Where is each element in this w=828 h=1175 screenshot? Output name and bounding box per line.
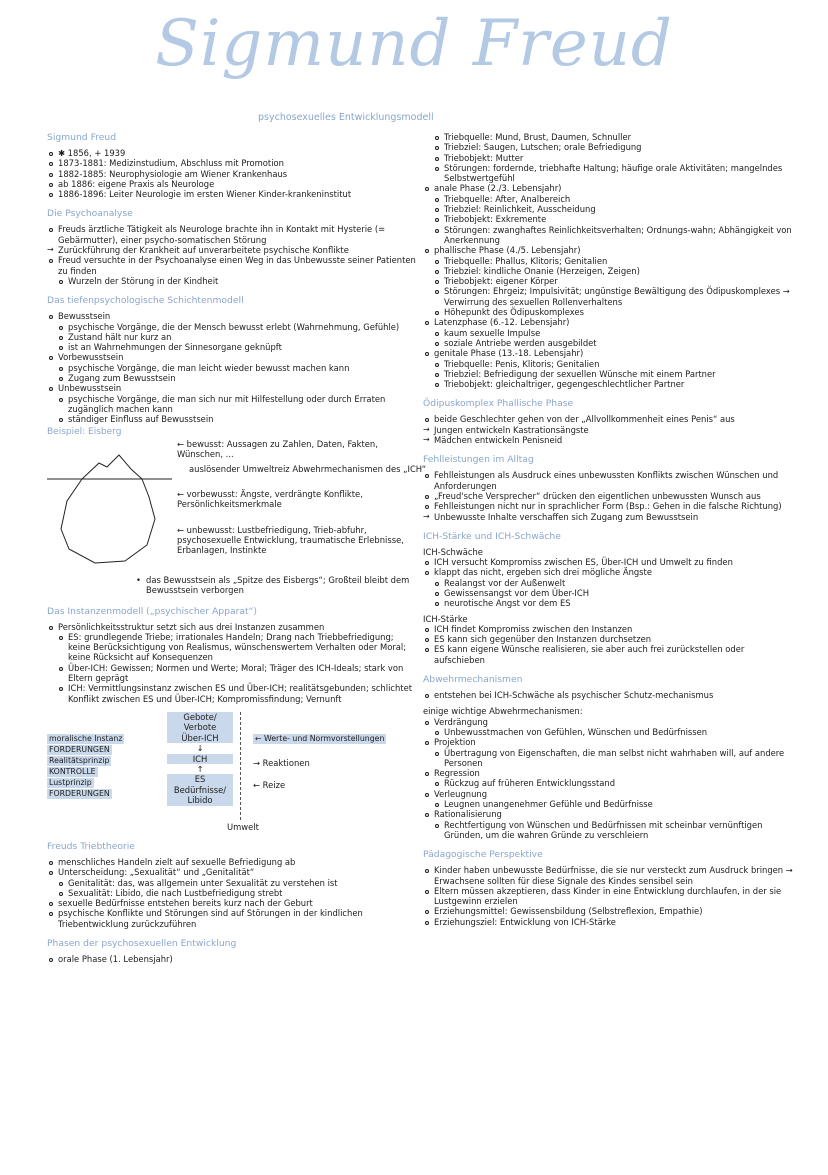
list-item: Über-ICH: Gewissen; Normen und Werte; Moral; Träger des ICH-Ideals; stark von Eltern geprägt xyxy=(57,663,417,684)
list-item: Eltern müssen akzeptieren, dass Kinder in eine Entwicklung durchlaufen, in der sie Lustgewinn erzielen xyxy=(423,886,793,907)
stack-ueberich: Über-ICH xyxy=(167,733,233,743)
diagram-label-moral: moralische Instanz xyxy=(49,733,123,743)
list-item: ICH versucht Kompromiss zwischen ES, Über-ICH und Umwelt zu finden xyxy=(423,557,793,567)
page-subtitle: psychosexuelles Entwicklungsmodell xyxy=(258,112,434,123)
list-item: Genitalität: das, was allgemein unter Sexualität zu verstehen ist xyxy=(57,878,417,888)
section-heading-fehlleistungen: Fehlleistungen im Alltag xyxy=(423,454,534,466)
ich-staerke-label: ICH-Stärke xyxy=(423,613,468,624)
section-heading-trieb: Freuds Triebtheorie xyxy=(47,840,135,852)
list-item: Freud versuchte in der Psychoanalyse einen Weg in das Unbewusste seiner Patienten zu finden xyxy=(47,255,417,276)
list-item: Regression xyxy=(423,768,793,778)
iceberg-unbewusst-note: ← unbewusst: Lustbefriedigung, Trieb-abfuhr, psychosexuelle Entwicklung, traumatische Erlebnisse, Erbanlagen, Instinkte xyxy=(177,524,404,556)
list-item: menschliches Handeln zielt auf sexuelle Befriedigung ab xyxy=(47,857,417,867)
diagram-reize: ← Reize xyxy=(253,779,286,790)
instanzen-diagram xyxy=(47,712,417,832)
list-item: ständiger Einfluss auf Bewusstsein xyxy=(57,414,417,424)
abwehr-intro: einige wichtige Abwehrmechanismen: xyxy=(423,706,583,717)
section-heading-bio: Sigmund Freud xyxy=(47,132,117,143)
list-item: Verleugnung xyxy=(423,789,793,799)
stack-es: ES xyxy=(167,774,233,784)
list-item: phallische Phase (4./5. Lebensjahr) xyxy=(423,245,793,255)
list-item: Freuds ärztliche Tätigkeit als Neurologe brachte ihn in Kontakt mit Hysterie (= Gebärmutter), einer psycho-somatischen Störung xyxy=(47,224,417,245)
list-item: Störungen: Ehrgeiz; Impulsivität; ungünstige Bewältigung des Ödipuskomplexes → Verwirrung des sexuellen Rollenverhaltens xyxy=(433,286,793,307)
stack-verbote: Verbote xyxy=(167,722,233,732)
instanzen-stack xyxy=(167,712,233,806)
phasen-list xyxy=(47,954,417,964)
list-item: Verdrängung xyxy=(423,717,793,727)
section-heading-ich-staerke: ICH-Stärke und ICH-Schwäche xyxy=(423,530,561,542)
list-item: Fehlleistungen nicht nur in sprachlicher Form (Bsp.: Gehen in die falsche Richtung) xyxy=(423,501,793,511)
list-item: neurotische Angst vor dem ES xyxy=(433,598,793,608)
list-item: Erziehungsmittel: Gewissensbildung (Selbstreflexion, Empathie) xyxy=(423,906,793,916)
stack-beduerfnisse: Bedürfnisse/ xyxy=(167,785,233,795)
list-item: „Freud'sche Versprecher“ drücken den eigentlichen unbewussten Wunsch aus xyxy=(423,491,793,501)
paed-list xyxy=(423,865,793,927)
list-item: ab 1886: eigene Praxis als Neurologe xyxy=(47,179,417,189)
list-item: ICH: Vermittlungsinstanz zwischen ES und Über-ICH; realitätsgebunden; schlichtet Konflikt zwischen ES und Über-ICH; Kompromissfindung; Vernunft xyxy=(57,683,417,704)
list-item: Triebobjekt: gleichaltriger, gegengeschlechtlicher Partner xyxy=(433,379,793,389)
list-item: klappt das nicht, ergeben sich drei mögliche Ängste xyxy=(423,567,793,577)
list-item: soziale Antriebe werden ausgebildet xyxy=(433,338,793,348)
list-item: psychische Konflikte und Störungen sind auf Störungen in der kindlichen Triebentwicklung zurückzuführen xyxy=(47,908,417,929)
diagram-label-realitaet: Realitätsprinzip xyxy=(49,755,110,765)
list-item: Gewissensangst vor dem Über-ICH xyxy=(433,588,793,598)
section-heading-schichten: Das tiefenpsychologische Schichtenmodell xyxy=(47,295,244,307)
oral-list xyxy=(423,132,793,389)
list-item: Triebquelle: Penis, Klitoris; Genitalien xyxy=(433,359,793,369)
list-item: Triebquelle: Mund, Brust, Daumen, Schnuller xyxy=(433,132,793,142)
arrow-down-icon: ↓ xyxy=(196,743,204,754)
section-heading-oedipus: Ödipuskomplex Phallische Phase xyxy=(423,398,574,410)
list-item: ES kann eigene Wünsche realisieren, sie aber auch frei zurückstellen oder aufschieben xyxy=(423,644,793,665)
list-item: ✱ 1856, + 1939 xyxy=(47,148,417,158)
abwehr-mechanisms xyxy=(423,717,793,841)
psychoanalyse-list xyxy=(47,224,417,286)
diagram-label-forderungen-2: FORDERUNGEN xyxy=(49,788,110,798)
list-item: Wurzeln der Störung in der Kindheit xyxy=(57,276,417,286)
list-item: → Zurückführung der Krankheit auf unverarbeitete psychische Konflikte xyxy=(47,245,417,255)
iceberg-vorbewusst-note: ← vorbewusst: Ängste, verdrängte Konflikte, Persönlichkeitsmerkmale xyxy=(177,488,363,509)
right-column xyxy=(423,132,793,927)
list-item: Triebobjekt: Exkremente xyxy=(433,214,793,224)
list-item: Vorbewusstsein xyxy=(47,352,417,362)
list-item: ES: grundlegende Triebe; irrationales Handeln; Drang nach Triebbefriedigung; keine Berücksichtigung von Realismus, wünschenswertem Verhalten oder Moral; keine Rücksicht auf Konsequenzen xyxy=(57,632,417,663)
list-item: ES kann sich gegenüber den Instanzen durchsetzen xyxy=(423,634,793,644)
trieb-list xyxy=(47,857,417,929)
section-heading-instanzen: Das Instanzenmodell („psychischer Apparat“) xyxy=(47,605,257,617)
list-item: Störungen: fordernde, triebhafte Haltung; häufige orale Aktivitäten; mangelndes Selbstwertgefühl xyxy=(433,163,793,184)
list-item: 1873-1881: Medizinstudium, Abschluss mit Promotion xyxy=(47,158,417,168)
section-heading-paedagogik: Pädagogische Perspektive xyxy=(423,849,543,861)
diagram-label-lust: Lustprinzip xyxy=(49,777,92,787)
list-item: Höhepunkt des Ödipuskomplexes xyxy=(433,307,793,317)
list-item: Latenzphase (6.-12. Lebensjahr) xyxy=(423,317,793,327)
instanzen-list xyxy=(47,622,417,704)
list-item: kaum sexuelle Impulse xyxy=(433,328,793,338)
list-item: entstehen bei ICH-Schwäche als psychischer Schutz-mechanismus xyxy=(423,690,793,700)
list-item: → Unbewusste Inhalte verschaffen sich Zugang zum Bewusstsein xyxy=(423,512,793,522)
stack-gebote: Gebote/ xyxy=(167,712,233,722)
schichten-list xyxy=(47,311,417,424)
section-heading-abwehr: Abwehrmechanismen xyxy=(423,674,523,686)
section-heading-psychoanalyse: Die Psychoanalyse xyxy=(47,208,133,220)
arrow-up-icon: ↑ xyxy=(196,763,204,774)
list-item: Unterscheidung: „Sexualität“ und „Genitalität“ xyxy=(47,867,417,877)
list-item: beide Geschlechter gehen von der „Allvollkommenheit eines Penis“ aus xyxy=(423,414,793,424)
list-item: Störungen: zwanghaftes Reinlichkeitsverhalten; Ordnungs-wahn; Abhängigkeit von Anerkennung xyxy=(433,225,793,246)
list-item: 1886-1896: Leiter Neurologie im ersten Wiener Kinder-krankeninstitut xyxy=(47,189,417,199)
iceberg-label: Beispiel: Eisberg xyxy=(47,426,122,437)
iceberg-summary: • das Bewusstsein als „Spitze des Eisbergs“; Großteil bleibt dem Bewusstsein verborgen xyxy=(136,574,410,595)
list-item: Realangst vor der Außenwelt xyxy=(433,578,793,588)
list-item: Kinder haben unbewusste Bedürfnisse, die sie nur versteckt zum Ausdruck bringen → Erwachsene sollten für diese Signale des Kindes sensibel sein xyxy=(423,865,793,886)
list-item: Zustand hält nur kurz an xyxy=(57,332,417,342)
list-item: → Mädchen entwickeln Penisneid xyxy=(423,435,793,445)
list-item: Erziehungsziel: Entwicklung von ICH-Stärke xyxy=(423,917,793,927)
list-item: Unbewusstmachen von Gefühlen, Wünschen und Bedürfnissen xyxy=(433,727,793,737)
list-item: Bewusstsein xyxy=(47,311,417,321)
list-item: Triebquelle: Phallus, Klitoris; Genitalien xyxy=(433,256,793,266)
list-item: ist an Wahrnehmungen der Sinnesorgane geknüpft xyxy=(57,342,417,352)
list-item: Sexualität: Libido, die nach Lustbefriedigung strebt xyxy=(57,888,417,898)
list-item: sexuelle Bedürfnisse entstehen bereits kurz nach der Geburt xyxy=(47,898,417,908)
list-item: anale Phase (2./3. Lebensjahr) xyxy=(423,183,793,193)
staerke-list xyxy=(423,624,793,665)
iceberg-bewusst-note: ← bewusst: Aussagen zu Zahlen, Daten, Fakten, Wünschen, ... xyxy=(177,438,378,459)
list-item: Projektion xyxy=(423,737,793,747)
list-item: Rationalisierung xyxy=(423,809,793,819)
list-item: Triebobjekt: Mutter xyxy=(433,153,793,163)
bio-list xyxy=(47,148,417,199)
list-item: psychische Vorgänge, die der Mensch bewusst erlebt (Wahrnehmung, Gefühle) xyxy=(57,322,417,332)
oedipus-list xyxy=(423,414,793,445)
list-item: Triebquelle: After, Analbereich xyxy=(433,194,793,204)
list-item: Triebziel: Reinlichkeit, Ausscheidung xyxy=(433,204,793,214)
iceberg-example xyxy=(47,426,427,597)
list-item: ICH findet Kompromiss zwischen den Instanzen xyxy=(423,624,793,634)
abwehr-list xyxy=(423,690,793,700)
list-item: psychische Vorgänge, die man sich nur mit Hilfestellung oder durch Erraten zugänglich machen kann xyxy=(57,394,417,415)
list-item: → Jungen entwickeln Kastrationsängste xyxy=(423,425,793,435)
diagram-werte: ← Werte- und Normvorstellungen xyxy=(255,733,385,743)
fehl-list xyxy=(423,470,793,521)
list-item: genitale Phase (13.-18. Lebensjahr) xyxy=(423,348,793,358)
schwaeche-list xyxy=(423,557,793,608)
list-item: Unbewusstsein xyxy=(47,383,417,393)
list-item: Übertragung von Eigenschaften, die man selbst nicht wahrhaben will, auf andere Personen xyxy=(433,748,793,769)
diagram-label-kontrolle: KONTROLLE xyxy=(49,766,96,776)
diagram-label-forderungen: FORDERUNGEN xyxy=(49,744,110,754)
diagram-divider xyxy=(240,712,241,820)
list-item: Triebziel: Saugen, Lutschen; orale Befriedigung xyxy=(433,142,793,152)
list-item: psychische Vorgänge, die man leicht wieder bewusst machen kann xyxy=(57,363,417,373)
list-item: orale Phase (1. Lebensjahr) xyxy=(47,954,417,964)
iceberg-reiz-note: auslösender Umweltreiz Abwehrmechanismen des „ICH“ xyxy=(189,463,427,474)
list-item: Triebziel: Befriedigung der sexuellen Wünsche mit einem Partner xyxy=(433,369,793,379)
list-item: Rechtfertigung von Wünschen und Bedürfnissen mit scheinbar vernünftigen Gründen, um die wahren Gründe zu verschleiern xyxy=(433,820,793,841)
ich-schwaeche-label: ICH-Schwäche xyxy=(423,546,483,557)
list-item: 1882-1885: Neurophysiologie am Wiener Krankenhaus xyxy=(47,169,417,179)
list-item: Triebobjekt: eigener Körper xyxy=(433,276,793,286)
list-item: Persönlichkeitsstruktur setzt sich aus drei Instanzen zusammen xyxy=(47,622,417,632)
section-heading-phasen: Phasen der psychosexuellen Entwicklung xyxy=(47,937,237,949)
stack-libido: Libido xyxy=(167,795,233,805)
list-item: Triebziel: kindliche Onanie (Herzeigen, Zeigen) xyxy=(433,266,793,276)
list-item: Rückzug auf früheren Entwicklungsstand xyxy=(433,778,793,788)
page-title: Sigmund Freud xyxy=(155,7,673,81)
diagram-reaktionen: → Reaktionen xyxy=(253,757,310,768)
list-item: Fehlleistungen als Ausdruck eines unbewussten Konflikts zwischen Wünschen und Anforderungen xyxy=(423,470,793,491)
list-item: Zugang zum Bewusstsein xyxy=(57,373,417,383)
list-item: Leugnen unangenehmer Gefühle und Bedürfnisse xyxy=(433,799,793,809)
iceberg-drawing xyxy=(47,441,172,571)
diagram-umwelt: Umwelt xyxy=(227,821,259,832)
stack-ich: ICH xyxy=(167,754,233,764)
left-column xyxy=(47,132,427,964)
